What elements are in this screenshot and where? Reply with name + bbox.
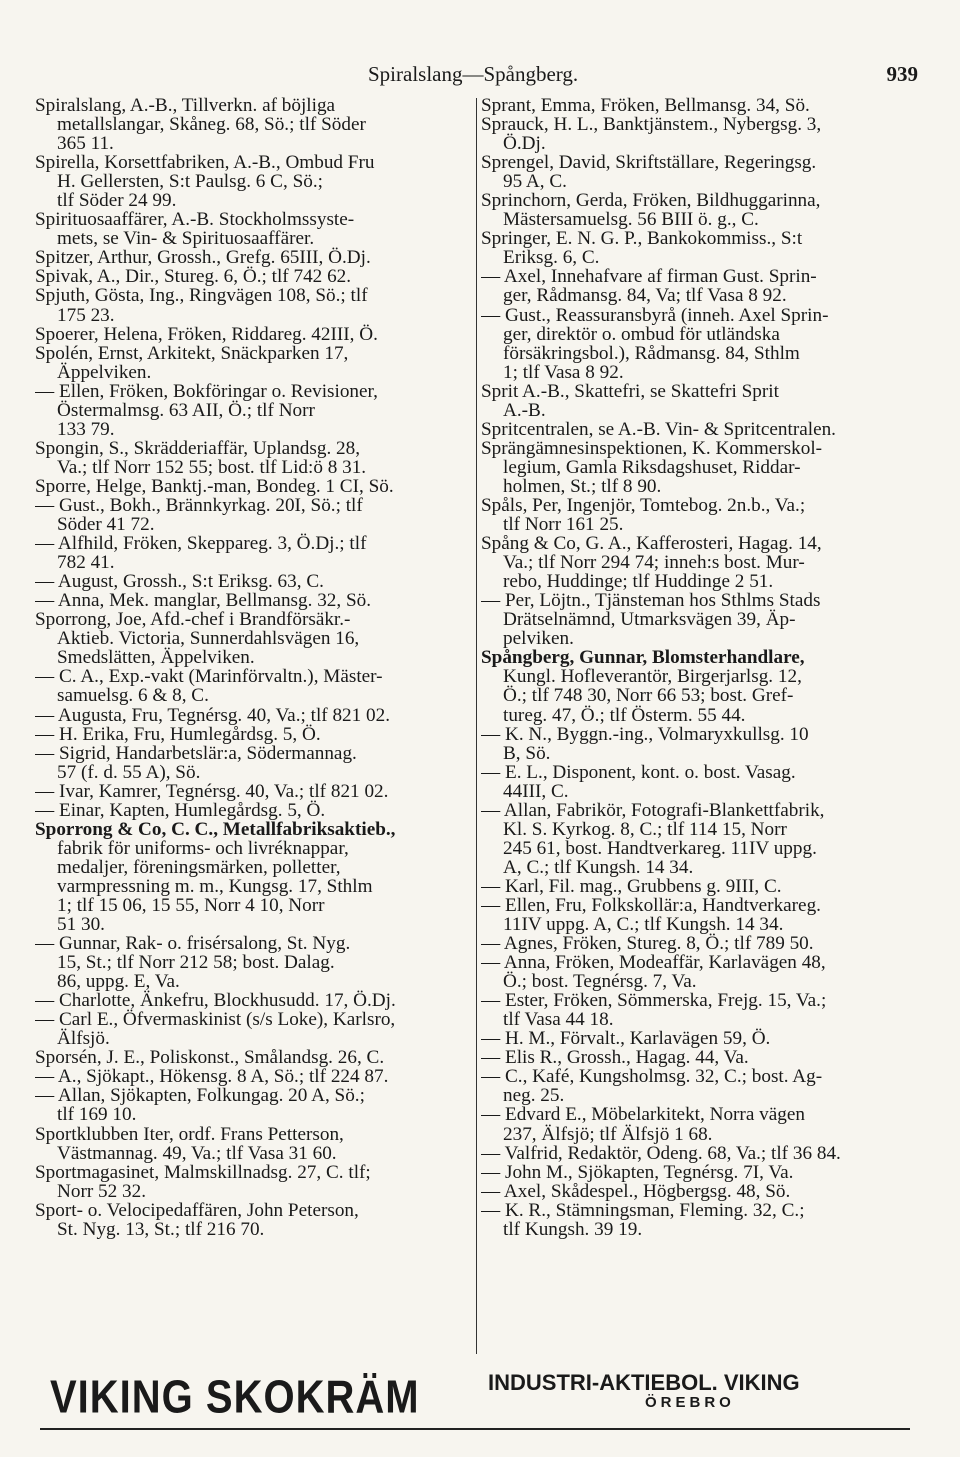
directory-line: H. Gellersten, S:t Paulsg. 6 C, Sö.;: [57, 171, 323, 193]
directory-line: — E. L., Disponent, kont. o. bost. Vasag.: [481, 761, 796, 783]
directory-line: neg. 25.: [503, 1085, 565, 1107]
directory-line: Norr 52 32.: [57, 1180, 146, 1202]
directory-line: — Karl, Fil. mag., Grubbens g. 9III, C.: [481, 875, 782, 897]
directory-line: — Einar, Kapten, Humlegårdsg. 5, Ö.: [35, 799, 326, 821]
directory-line: pelviken.: [503, 628, 574, 650]
directory-line: — Allan, Sjökapten, Folkungag. 20 A, Sö.;: [35, 1085, 365, 1107]
directory-line: Spirituosaaffärer, A.-B. Stockholmssyste-: [35, 209, 355, 231]
directory-line: Sprauck, H. L., Banktjänstem., Nybergsg. 3,: [481, 114, 822, 136]
directory-line: Ö.; bost. Tegnérsg. 7, Va.: [503, 971, 697, 993]
directory-line: Sporsén, J. E., Poliskonst., Smålandsg. 26, C.: [35, 1047, 385, 1069]
directory-line: Ö.Dj.: [503, 133, 546, 155]
directory-line: Spiralslang, A.-B., Tillverkn. af böjliga: [35, 96, 336, 116]
running-title: Spiralslang—Spångberg.: [368, 62, 579, 86]
directory-line: Sprengel, David, Skriftställare, Regeringsg.: [481, 152, 817, 174]
directory-line: — K. R., Stämningsman, Fleming. 32, C.;: [481, 1199, 805, 1221]
directory-line: 86, uppg. E, Va.: [57, 971, 180, 993]
directory-line: Äppelviken.: [57, 361, 152, 383]
directory-line: försäkringsbol.), Rådmansg. 84, Sthlm: [503, 342, 800, 364]
directory-line: legium, Gamla Riksdagshuset, Riddar-: [503, 456, 801, 478]
directory-line: — H. Erika, Fru, Humlegårdsg. 5, Ö.: [35, 723, 321, 745]
directory-line: 51 30.: [57, 914, 105, 936]
directory-line: Smedslätten, Äppelviken.: [57, 647, 255, 669]
directory-line: — Ellen, Fröken, Bokföringar o. Revisioner,: [35, 380, 378, 402]
directory-line: Springer, E. N. G. P., Bankokommiss., S:t: [481, 228, 803, 250]
directory-line: — August, Grossh., S:t Eriksg. 63, C.: [35, 571, 324, 593]
directory-line: Spjuth, Gösta, Ing., Ringvägen 108, Sö.; tlf: [35, 285, 368, 307]
directory-line: — Ellen, Fru, Folkskollär:a, Handtverkareg.: [481, 894, 821, 916]
directory-line: Kl. S. Kyrkog. 8, C.; tlf 114 15, Norr: [503, 818, 787, 840]
directory-line: Spongin, S., Skrädderiaffär, Uplandsg. 28,: [35, 437, 361, 459]
ad-company-name: INDUSTRI-AKTIEBOL. VIKING: [488, 1370, 800, 1395]
directory-line: 1; tlf 15 06, 15 55, Norr 4 10, Norr: [57, 894, 325, 916]
directory-line: Mästersamuelsg. 56 BIII ö. g., C.: [503, 209, 759, 231]
directory-line: — C. A., Exp.-vakt (Marinförvaltn.), Mäster-: [35, 666, 383, 688]
directory-line: ger, Rådmansg. 84, Va; tlf Vasa 8 92.: [503, 285, 787, 307]
directory-line: fabrik för uniforms- och livréknappar,: [57, 837, 349, 859]
directory-line: — Anna, Fröken, Modeaffär, Karlavägen 48,: [481, 952, 826, 974]
directory-line: — Sigrid, Handarbetslär:a, Södermannag.: [35, 742, 357, 764]
directory-line: ger, direktör o. ombud för utländska: [503, 323, 780, 345]
advertisement-footer: [0, 1360, 960, 1423]
directory-line: samuelsg. 6 & 8, C.: [57, 685, 209, 707]
directory-line: tlf Söder 24 99.: [57, 190, 177, 212]
directory-line: — K. N., Byggn.-ing., Volmaryxkullsg. 10: [481, 723, 809, 745]
directory-line: Spritcentralen, se A.-B. Vin- & Spritcentralen.: [481, 418, 836, 440]
directory-line: Sprit A.-B., Skattefri, se Skattefri Sprit: [481, 380, 779, 402]
directory-line: — Gust., Bokh., Brännkyrkag. 20I, Sö.; tlf: [35, 494, 363, 516]
directory-line: — C., Kafé, Kungsholmsg. 32, C.; bost. Ag-: [481, 1066, 823, 1088]
directory-line: Sprinchorn, Gerda, Fröken, Bildhuggarinna,: [481, 190, 821, 212]
directory-line: Spångberg, Gunnar, Blomsterhandlare,: [481, 647, 805, 669]
directory-line: — Anna, Mek. manglar, Bellmansg. 32, Sö.: [35, 590, 372, 612]
directory-line: A.-B.: [503, 399, 546, 421]
directory-line: — Allan, Fabrikör, Fotografi-Blankettfabrik,: [481, 799, 825, 821]
directory-line: Aktieb. Victoria, Sunnerdahlsvägen 16,: [57, 628, 360, 650]
directory-line: — Charlotte, Änkefru, Blockhusudd. 17, Ö.Dj.: [35, 990, 396, 1012]
directory-line: Spång & Co, G. A., Kafferosteri, Hagag. 14,: [481, 533, 822, 555]
directory-line: Spolén, Ernst, Arkitekt, Snäckparken 17,: [35, 342, 349, 364]
directory-line: holmen, St.; tlf 8 90.: [503, 475, 662, 497]
directory-line: tlf Kungsh. 39 19.: [503, 1218, 643, 1240]
directory-line: Sprant, Emma, Fröken, Bellmansg. 34, Sö.: [481, 96, 810, 116]
directory-line: Spitzer, Arthur, Grossh., Grefg. 65III, Ö.Dj.: [35, 247, 371, 269]
directory-line: — Ivar, Kamrer, Tegnérsg. 40, Va.; tlf 821 02.: [35, 780, 389, 802]
ad-viking-skokram: VIKING SKOKRÄM: [50, 1372, 420, 1423]
directory-line: St. Nyg. 13, St.; tlf 216 70.: [57, 1218, 265, 1240]
directory-line: tlf Norr 161 25.: [503, 514, 624, 536]
directory-line: Sport- o. Velocipedaffären, John Peterson,: [35, 1199, 359, 1221]
bottom-rule: [40, 1428, 910, 1430]
directory-line: Spoerer, Helena, Fröken, Riddareg. 42III, Ö.: [35, 323, 378, 345]
directory-line: Västmannag. 49, Va.; tlf Vasa 31 60.: [57, 1142, 337, 1164]
directory-line: medaljer, föreningsmärken, polletter,: [57, 856, 341, 878]
directory-line: Spåls, Per, Ingenjör, Tomtebog. 2n.b., Va.;: [481, 494, 806, 516]
directory-line: 95 A, C.: [503, 171, 567, 193]
directory-line: 44III, C.: [503, 780, 569, 802]
directory-line: Sporrong, Joe, Afd.-chef i Brandförsäkr.-: [35, 609, 351, 631]
directory-line: Spivak, A., Dir., Stureg. 6, Ö.; tlf 742 62.: [35, 266, 352, 288]
directory-line: rebo, Huddinge; tlf Huddinge 2 51.: [503, 571, 774, 593]
directory-line: Ö.; tlf 748 30, Norr 66 53; bost. Gref-: [503, 685, 794, 707]
directory-line: A, C.; tlf Kungsh. 14 34.: [503, 856, 694, 878]
ad-company-city: ÖREBRO: [645, 1394, 735, 1411]
directory-line: — Gust., Reassuransbyrå (inneh. Axel Sprin-: [481, 304, 829, 326]
directory-line: 245 61, bost. Handtverkareg. 11IV uppg.: [503, 837, 817, 859]
directory-line: Eriksg. 6, C.: [503, 247, 600, 269]
directory-line: — Per, Löjtn., Tjänsteman hos Sthlms Stads: [481, 590, 821, 612]
directory-line: — Elis R., Grossh., Hagag. 44, Va.: [481, 1047, 749, 1069]
directory-line: Sporre, Helge, Banktj.-man, Bondeg. 1 CI, Sö.: [35, 475, 394, 497]
directory-line: 237, Älfsjö; tlf Älfsjö 1 68.: [503, 1123, 713, 1145]
directory-line: Älfsjö.: [57, 1028, 110, 1050]
directory-line: — Gunnar, Rak- o. frisérsalong, St. Nyg.: [35, 933, 351, 955]
directory-line: mets, se Vin- & Spirituosaaffärer.: [57, 228, 315, 250]
directory-line: — Carl E., Öfvermaskinist (s/s Loke), Karlsro,: [35, 1009, 396, 1031]
directory-line: 11IV uppg. A, C.; tlf Kungsh. 14 34.: [503, 914, 784, 936]
directory-line: Östermalmsg. 63 AII, Ö.; tlf Norr: [57, 399, 315, 421]
directory-line: Spirella, Korsettfabriken, A.-B., Ombud Fru: [35, 152, 375, 174]
directory-line: — H. M., Förvalt., Karlavägen 59, Ö.: [481, 1028, 771, 1050]
directory-line: — Agnes, Fröken, Stureg. 8, Ö.; tlf 789 50.: [481, 933, 814, 955]
directory-line: 365 11.: [57, 133, 114, 155]
directory-line: tlf Vasa 44 18.: [503, 1009, 614, 1031]
directory-line: 15, St.; tlf Norr 212 58; bost. Dalag.: [57, 952, 335, 974]
directory-line: 133 79.: [57, 418, 115, 440]
directory-line: 782 41.: [57, 552, 115, 574]
directory-line: — Ester, Fröken, Sömmerska, Frejg. 15, Va.;: [481, 990, 827, 1012]
directory-line: — John M., Sjökapten, Tegnérsg. 7I, Va.: [481, 1161, 794, 1183]
directory-line: Sportmagasinet, Malmskillnadsg. 27, C. tlf;: [35, 1161, 371, 1183]
directory-line: — Alfhild, Fröken, Skeppareg. 3, Ö.Dj.; tlf: [35, 533, 367, 555]
directory-line: Va.; tlf Norr 294 74; inneh:s bost. Mur-: [503, 552, 805, 574]
directory-line: Drätselnämnd, Utmarksvägen 39, Äp-: [503, 609, 796, 631]
directory-line: varmpressning m. m., Kungsg. 17, Sthlm: [57, 875, 373, 897]
directory-line: — Edvard E., Möbelarkitekt, Norra vägen: [481, 1104, 805, 1126]
directory-line: Kungl. Hofleverantör, Birgerjarlsg. 12,: [503, 666, 802, 688]
directory-line: 175 23.: [57, 304, 115, 326]
left-column: [35, 96, 477, 1356]
directory-line: 57 (f. d. 55 A), Sö.: [57, 761, 201, 783]
directory-line: Sprängämnesinspektionen, K. Kommerskol-: [481, 437, 823, 459]
page-header: [38, 62, 918, 90]
directory-line: — Axel, Innehafvare af firman Gust. Sprin-: [481, 266, 817, 288]
directory-line: metallslangar, Skåneg. 68, Sö.; tlf Söder: [57, 114, 366, 136]
directory-line: Sporrong & Co, C. C., Metallfabriksaktieb.,: [35, 818, 396, 840]
directory-line: — Augusta, Fru, Tegnérsg. 40, Va.; tlf 821 02.: [35, 704, 391, 726]
page-number: 939: [886, 62, 918, 86]
directory-line: — A., Sjökapt., Hökensg. 8 A, Sö.; tlf 224 87.: [35, 1066, 389, 1088]
directory-line: Va.; tlf Norr 152 55; bost. tlf Lid:ö 8 31.: [57, 456, 367, 478]
directory-line: — Axel, Skådespel., Högbergsg. 48, Sö.: [481, 1180, 791, 1202]
right-column: [481, 96, 923, 1356]
directory-line: 1; tlf Vasa 8 92.: [503, 361, 624, 383]
directory-line: tureg. 47, Ö.; tlf Österm. 55 44.: [503, 704, 746, 726]
directory-line: tlf 169 10.: [57, 1104, 137, 1126]
directory-line: Sportklubben Iter, ordf. Frans Petterson,: [35, 1123, 344, 1145]
directory-line: Söder 41 72.: [57, 514, 155, 536]
directory-line: B, Sö.: [503, 742, 551, 764]
directory-line: — Valfrid, Redaktör, Odeng. 68, Va.; tlf 36 84.: [481, 1142, 841, 1164]
